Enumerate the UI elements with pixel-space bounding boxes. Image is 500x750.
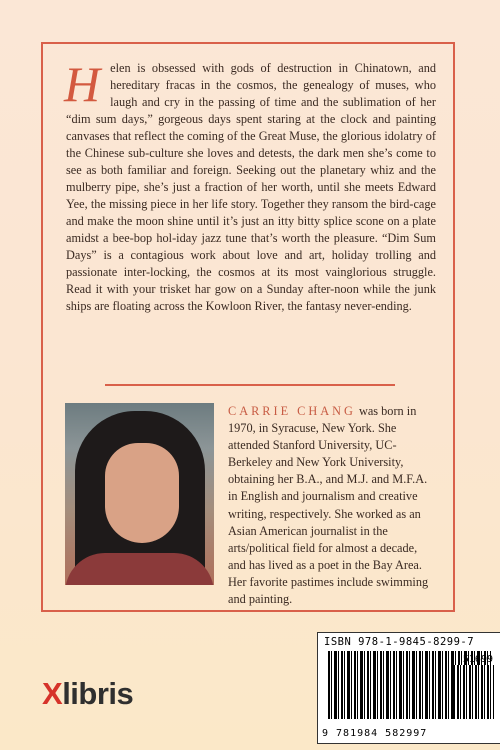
author-photo-shirt (65, 553, 214, 585)
drop-cap: H (64, 56, 101, 112)
blurb-text: elen is obsessed with gods of destruction in Chinatown, and hereditary fracas in the cosmos, the genealogy of muses, who laugh and cry in the passing of time and the sublimation of her “dim sum days,” gorgeous days spent staring at the clock and painting canvases that reflect the coming of the Great Muse, the glorious idolatry of the Chinese sub-culture she loves and detests, the dark men she’s come to see as both familiar and foreign. Seeking out the planetary whiz and the mulberry pipe, she’s just a fraction of her worth, until she meets Edward Yee, the missing piece in her life story. Together they ransom the bird-cage and make the moon shine until it’s just an itty bitty splice scone on a plate amidst a bee-bop hol-iday jazz tune that’s worth the pleasure. “Dim Sum Days” is a contagious work about love and art, holiday trolling and passionate inter-locking, the cosmos at its most vainglorious struggle. Read it with your trisket har gow on a Sunday after-noon while the junk ships are floating across the Kowloon River, the fantasy never-ending. (66, 61, 436, 313)
author-photo-face (105, 443, 179, 543)
author-bio-text: was born in 1970, in Syracuse, New York. She attended Stanford University, UC-Berkeley and New York University, obtaining her B.A., and M.J. and M.F.A. in English and journalism and creative writing, respectively. She worked as an Asian American journalist in the arts/political field for almost a decade, and has lived as a poet in the Bay Area. Her favorite pastimes include swimming and painting. (228, 404, 429, 607)
logo-x: X (42, 676, 63, 711)
author-name: CARRIE CHANG (228, 404, 356, 418)
isbn-label: ISBN 978-1-9845-8299-7 (324, 636, 475, 648)
ean-number: 9 781984 582997 (322, 728, 428, 739)
price-code: 51699 (462, 654, 493, 665)
section-divider (105, 384, 395, 386)
price-barcode-bars (454, 665, 494, 719)
logo-text: libris (62, 676, 134, 711)
publisher-logo (42, 676, 133, 712)
isbn-barcode (317, 632, 500, 744)
author-bio (228, 403, 436, 608)
book-blurb (64, 56, 436, 315)
author-photo (65, 403, 214, 585)
